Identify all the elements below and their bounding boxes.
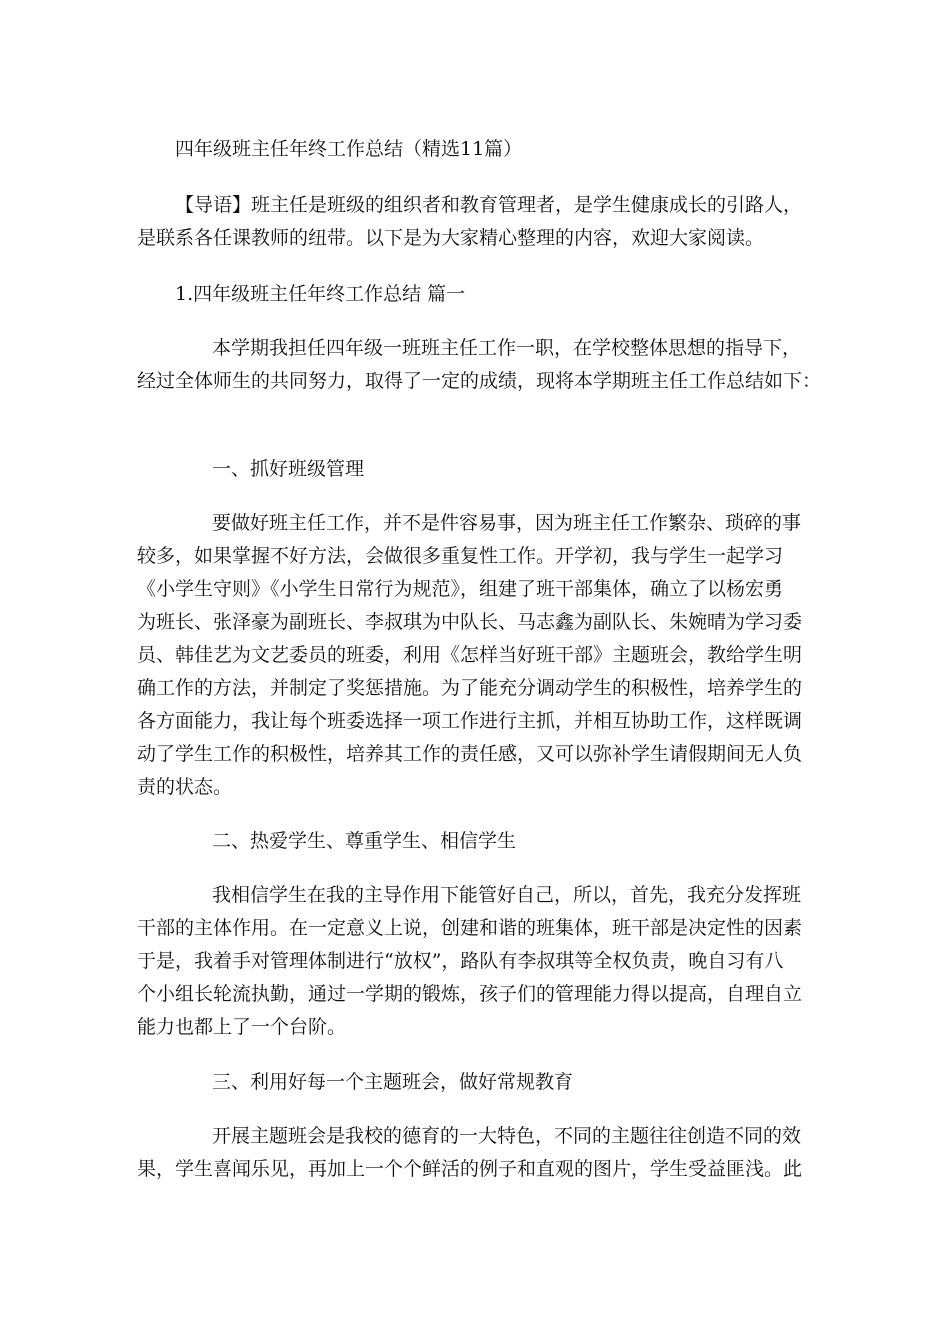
paragraph-line: 本学期我担任四年级一班班主任工作一职，在学校整体思想的指导下， [212,337,802,359]
part-heading: 三、利用好每一个主题班会，做好常规教育 [212,1071,574,1093]
paragraph-line: 果，学生喜闻乐见，再加上一个个鲜活的例子和直观的图片，学生受益匪浅。此 [137,1158,803,1180]
intro-line: 是联系各任课教师的纽带。以下是为大家精心整理的内容，欢迎大家阅读。 [137,227,765,249]
document-title: 四年级班主任年终工作总结（精选11篇） [175,138,523,160]
part-heading: 一、抓好班级管理 [212,458,365,480]
paragraph-line: 经过全体师生的共同努力，取得了一定的成绩，现将本学期班主任工作总结如下： [137,370,822,392]
paragraph-line: 各方面能力，我让每个班委选择一项工作进行主抓，并相互协助工作，这样既调 [137,710,803,732]
paragraph-line: 《小学生守则》《小学生日常行为规范》，组建了班干部集体，确立了以杨宏勇 [137,578,784,600]
intro-line: 【导语】班主任是班级的组织者和教育管理者，是学生健康成长的引路人， [175,194,803,216]
paragraph-line: 能力也都上了一个台阶。 [137,1016,347,1038]
paragraph-line: 责的状态。 [137,776,233,798]
paragraph-line: 确工作的方法，并制定了奖惩措施。为了能充分调动学生的积极性，培养学生的 [137,677,803,699]
paragraph-line: 较多，如果掌握不好方法，会做很多重复性工作。开学初，我与学生一起学习 [137,545,784,567]
part-heading: 二、热爱学生、尊重学生、相信学生 [212,830,517,852]
paragraph-line: 为班长、张泽豪为副班长、李叔琪为中队长、马志鑫为副队长、朱婉晴为学习委 [137,611,803,633]
paragraph-line: 我相信学生在我的主导作用下能管好自己，所以，首先，我充分发挥班 [212,884,802,906]
section-heading: 1.四年级班主任年终工作总结 篇一 [175,283,466,305]
paragraph-line: 动了学生工作的积极性，培养其工作的责任感，又可以弥补学生请假期间无人负 [137,743,803,765]
paragraph-line: 要做好班主任工作，并不是件容易事，因为班主任工作繁杂、琐碎的事 [212,512,802,534]
paragraph-line: 于是，我着手对管理体制进行“放权”，路队有李叔琪等全权负责，晚自习有八 [137,950,784,972]
paragraph-line: 个小组长轮流执勤，通过一学期的锻炼，孩子们的管理能力得以提高，自理自立 [137,983,803,1005]
paragraph-line: 开展主题班会是我校的德育的一大特色，不同的主题往往创造不同的效 [212,1125,802,1147]
paragraph-line: 员、韩佳艺为文艺委员的班委，利用《怎样当好班干部》主题班会，教给学生明 [137,644,803,666]
paragraph-line: 干部的主体作用。在一定意义上说，创建和谐的班集体，班干部是决定性的因素 [137,917,803,939]
